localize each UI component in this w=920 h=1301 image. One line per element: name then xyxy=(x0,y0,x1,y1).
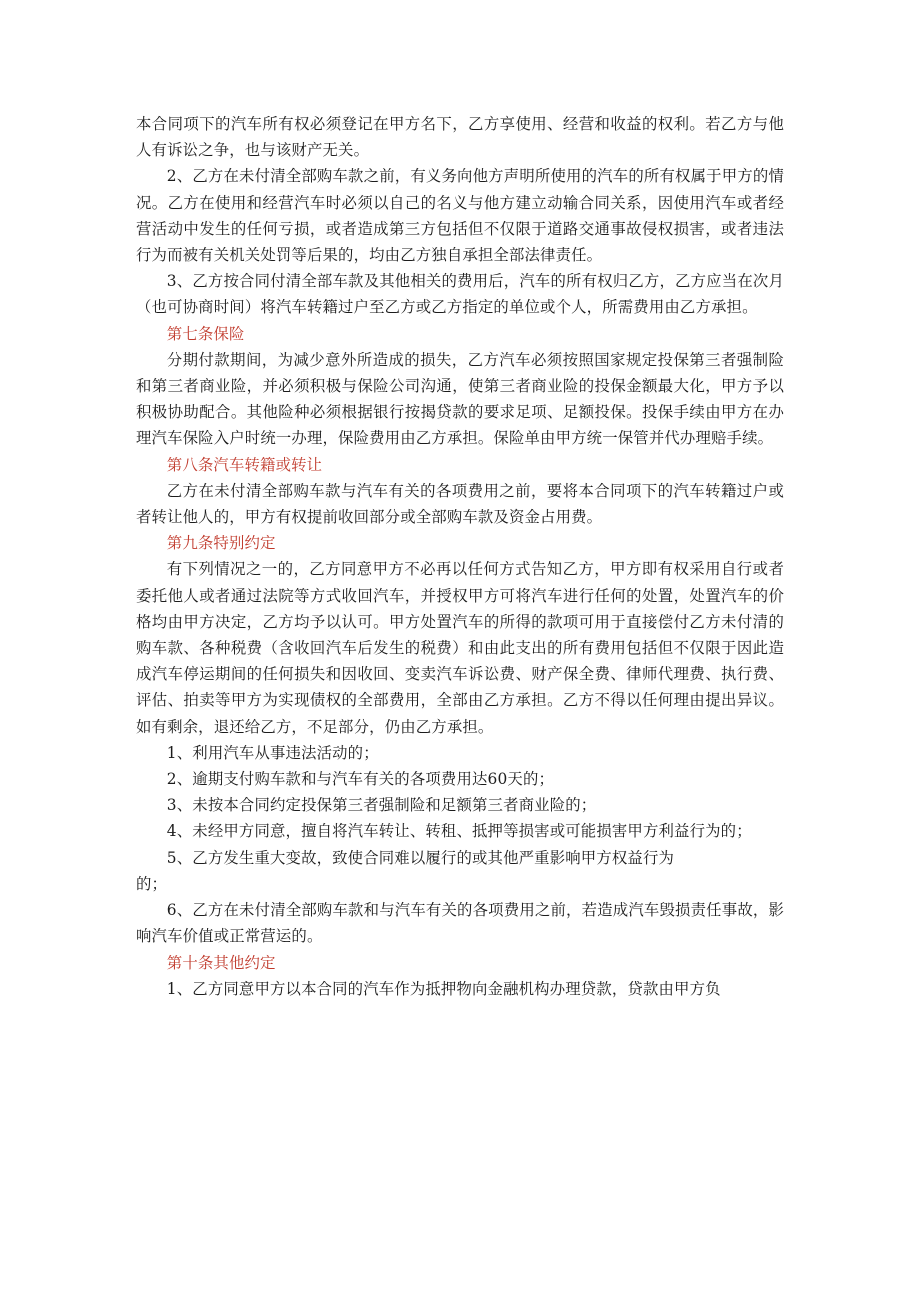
heading-article-10: 第十条其他约定 xyxy=(166,953,276,972)
heading-article-7: 第七条保险 xyxy=(166,324,245,343)
list-item-6: 6、乙方在未付清全部购车款和与汽车有关的各项费用之前，若造成汽车毁损责任事故，影响汽车价值或正常营运的。 xyxy=(136,901,784,946)
paragraph-article-10-item-1: 1、乙方同意甲方以本合同的汽车作为抵押物向金融机构办理贷款，贷款由甲方负 xyxy=(166,979,721,998)
list-item-1: 1、利用汽车从事违法活动的； xyxy=(166,743,379,762)
paragraph-ownership-clause-2: 2、乙方在未付清全部购车款之前，有义务向他方声明所使用的汽车的所有权属于甲方的情况。乙方在使用和经营汽车时必须以自己的名义与他方建立动输合同关系，因使用汽车或者经营活动中发生的任何亏损，或者造成第三方包括但不仅限于道路交通事故侵权损害，或者违法行为而被有关机关处罚等后果的，均由乙方独自承担全部法律责任。 xyxy=(136,167,784,265)
list-item-5-continuation: 的； xyxy=(136,874,168,893)
list-item-3: 3、未按本合同约定投保第三者强制险和足额第三者商业险的； xyxy=(166,796,597,815)
paragraph-special-agreement: 有下列情况之一的，乙方同意甲方不必再以任何方式告知乙方，甲方即有权采用自行或者委托他人或者通过法院等方式收回汽车，并授权甲方可将汽车进行任何的处置，处置汽车的价格均由甲方决定，乙方均予以认可。甲方处置汽车的所得的款项可用于直接偿付乙方未付清的购车款、各种税费（含收回汽车后发生的税费）和由此支出的所有费用包括但不仅限于因此造成汽车停运期间的任何损失和因收回、变卖汽车诉讼费、财产保全费、律师代理费、执行费、评估、拍卖等甲方为实现债权的全部费用，全部由乙方承担。乙方不得以任何理由提出异议。如有剩余，退还给乙方，不足部分，仍由乙方承担。 xyxy=(136,560,784,736)
list-item-2: 2、逾期支付购车款和与汽车有关的各项费用达60天的； xyxy=(166,770,555,789)
contract-page xyxy=(136,111,784,1002)
heading-article-9: 第九条特别约定 xyxy=(166,534,276,553)
paragraph-insurance: 分期付款期间，为减少意外所造成的损失，乙方汽车必须按照国家规定投保第三者强制险和第三者商业险，并必须积极与保险公司沟通，使第三者商业险的投保金额最大化，甲方予以积极协助配合。其他险种必须根据银行按揭贷款的要求足项、足额投保。投保手续由甲方在办理汽车保险入户时统一办理，保险费用由乙方承担。保险单由甲方统一保管并代办理赔手续。 xyxy=(136,350,784,448)
list-item-5: 5、乙方发生重大变故，致使合同难以履行的或其他严重影响甲方权益行为 xyxy=(166,848,675,867)
heading-article-8: 第八条汽车转籍或转让 xyxy=(166,455,323,474)
paragraph-ownership-continuation: 本合同项下的汽车所有权必须登记在甲方名下，乙方享使用、经营和收益的权利。若乙方与他人有诉讼之争，也与该财产无关。 xyxy=(136,115,784,160)
paragraph-ownership-clause-3: 3、乙方按合同付清全部车款及其他相关的费用后，汽车的所有权归乙方，乙方应当在次月（也可协商时间）将汽车转籍过户至乙方或乙方指定的单位或个人，所需费用由乙方承担。 xyxy=(136,272,784,317)
list-item-4: 4、未经甲方同意，擅自将汽车转让、转租、抵押等损害或可能损害甲方利益行为的； xyxy=(166,822,752,841)
paragraph-transfer: 乙方在未付清全部购车款与汽车有关的各项费用之前，要将本合同项下的汽车转籍过户或者转让他人的，甲方有权提前收回部分或全部购车款及资金占用费。 xyxy=(136,481,784,527)
